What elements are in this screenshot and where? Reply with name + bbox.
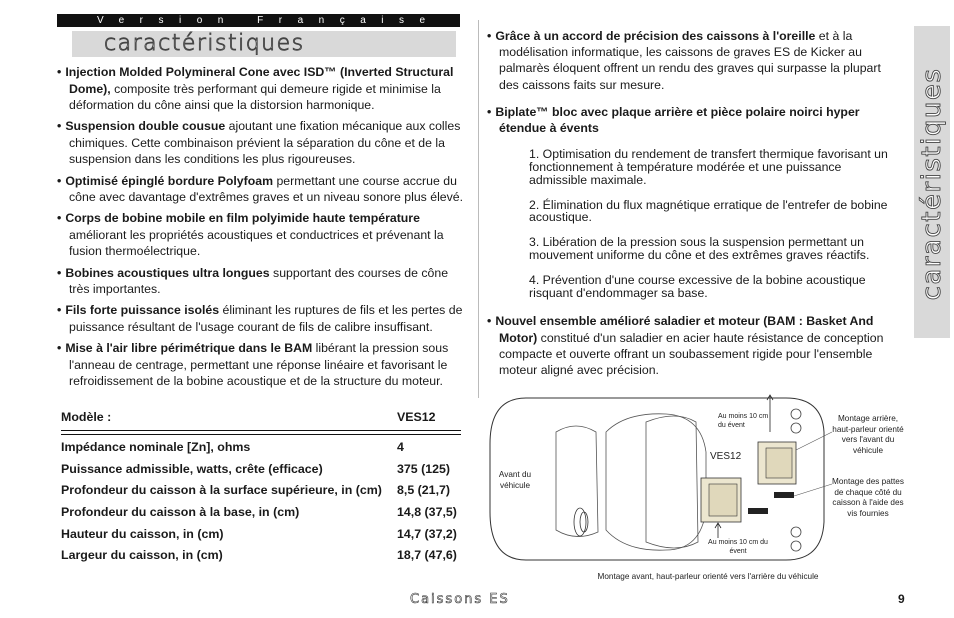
feature-item: • Biplate™ bloc avec plaque arrière et pièce polaire noirci hyper étendue à évents [487,104,860,136]
installation-diagram [486,392,906,588]
page-number: 9 [898,592,905,606]
feature-item: • Nouvel ensemble amélioré saladier et moteur (BAM : Basket And Motor) constitué d'un saladier en acier haute résistance de conception compacte et ouverte offrant un soubassement rigide pour l'ensemble moteur aligné avec précision. [487,314,884,377]
features-left-column [57,64,465,394]
feature-item: • Optimisé épinglé bordure Polyfoam permettant une course accrue du cône avec davantage d'extrêmes graves et un niveau sonore plus élevé. [57,173,464,205]
sub-list-item: 4. Prévention d'une course excessive de la bobine acoustique risquant d'endommager sa base. [529,272,866,300]
features-right-column [487,28,897,378]
spec-row [61,440,461,462]
spec-row [61,548,461,570]
spec-label: Puissance admissible, watts, crête (efficace) [61,461,323,476]
spec-value: 14,7 (37,2) [397,526,457,541]
spec-row [61,483,461,505]
feature-item: • Injection Molded Polymineral Cone avec ISD™ (Inverted Structural Dome), composite très performant qui demeure rigide et minimise la déformation du cône ainsi que la distorsion harmonique. [57,65,454,113]
spec-header-rule [61,431,461,435]
feature-item: • Mise à l'air libre périmétrique dans le BAM libérant la pression sous l'anneau de centrage, permettant une réponse linéaire et favorisant le refroidissement de la bobine acoustique et de la structure du moteur. [57,340,449,389]
spec-header-row [61,410,461,431]
front-mount-label: Montage avant, haut-parleur orienté vers l'arrière du véhicule [597,572,819,581]
model-label: VES12 [710,451,742,462]
spec-row [61,462,461,484]
spec-value: 375 (125) [397,461,451,476]
version-banner: Version Française [57,14,460,27]
spec-table [61,410,461,570]
sub-list-item: 1. Optimisation du rendement de transfert thermique favorisant un fonctionnement à température modérée et une puissance admissible maximale. [529,147,888,187]
feature-item: • Bobines acoustiques ultra longues supportant des courses de cône très importantes. [57,265,449,297]
page-title: caractéristiques [104,31,305,56]
spec-label: Impédance nominale [Zn], ohms [61,440,251,454]
spec-value: 4 [397,440,404,454]
clearance-bottom-label: Au moins 10 cm du évent [708,539,768,555]
spec-label: Hauteur du caisson, in (cm) [61,526,224,541]
footer-brand: Caissons ES [410,592,510,607]
spec-label: Largeur du caisson, in (cm) [61,548,223,563]
feature-item: • Corps de bobine mobile en film polyimide haute température améliorant les propriétés acoustiques et conductrices et prévenant la fusion thermoélectrique. [57,211,444,259]
spec-value: 18,7 (47,6) [397,548,457,563]
clearance-top-label: Au moins 10 cm du évent [718,413,769,429]
sub-list-item: 3. Libération de la pression sous la suspension permettant un mouvement uniforme du cône et des extrêmes graves réactifs. [529,235,870,262]
side-tab-label: caractéristiques [917,67,947,301]
spec-row [61,527,461,549]
spec-header-label: Modèle : [61,410,112,424]
mounting-tabs-label: Montage des pattes de chaque côté du caisson à l'aide des vis fournies [832,477,904,518]
column-divider [478,20,479,398]
spec-label: Profondeur du caisson à la surface supérieure, in (cm) [61,483,382,498]
feature-item: • Suspension double cousue ajoutant une fixation mécanique aux colles chimiques. Cette combinaison prévient la séparation du cône et de la suspension dans les conditions les plus rigoureuses. [57,119,461,167]
spec-row [61,505,461,527]
feature-item: • Fils forte puissance isolés éliminant les ruptures de fils et les pertes de puissance résultant de l'usage courant de fils de calibre insuffisant. [57,303,463,334]
sub-list-item: 2. Élimination du flux magnétique erratique de l'entrefer de bobine acoustique. [529,197,888,225]
spec-value: 14,8 (37,5) [397,505,457,520]
spec-header-value: VES12 [397,410,436,424]
rear-mount-label: Montage arrière, haut-parleur orienté vers l'avant du véhicule [832,414,904,455]
front-of-vehicle-label: Avant du véhicule [498,470,532,490]
spec-label: Profondeur du caisson à la base, in (cm) [61,505,300,520]
spec-value: 8,5 (21,7) [397,483,451,498]
feature-item: • Grâce à un accord de précision des caissons à l'oreille et à la modélisation informatique, les caissons de graves ES de Kicker au palmarès éloquent offrent un rendu des graves qui surpasse la plupart des caissons faits sur mesure. [487,29,881,92]
